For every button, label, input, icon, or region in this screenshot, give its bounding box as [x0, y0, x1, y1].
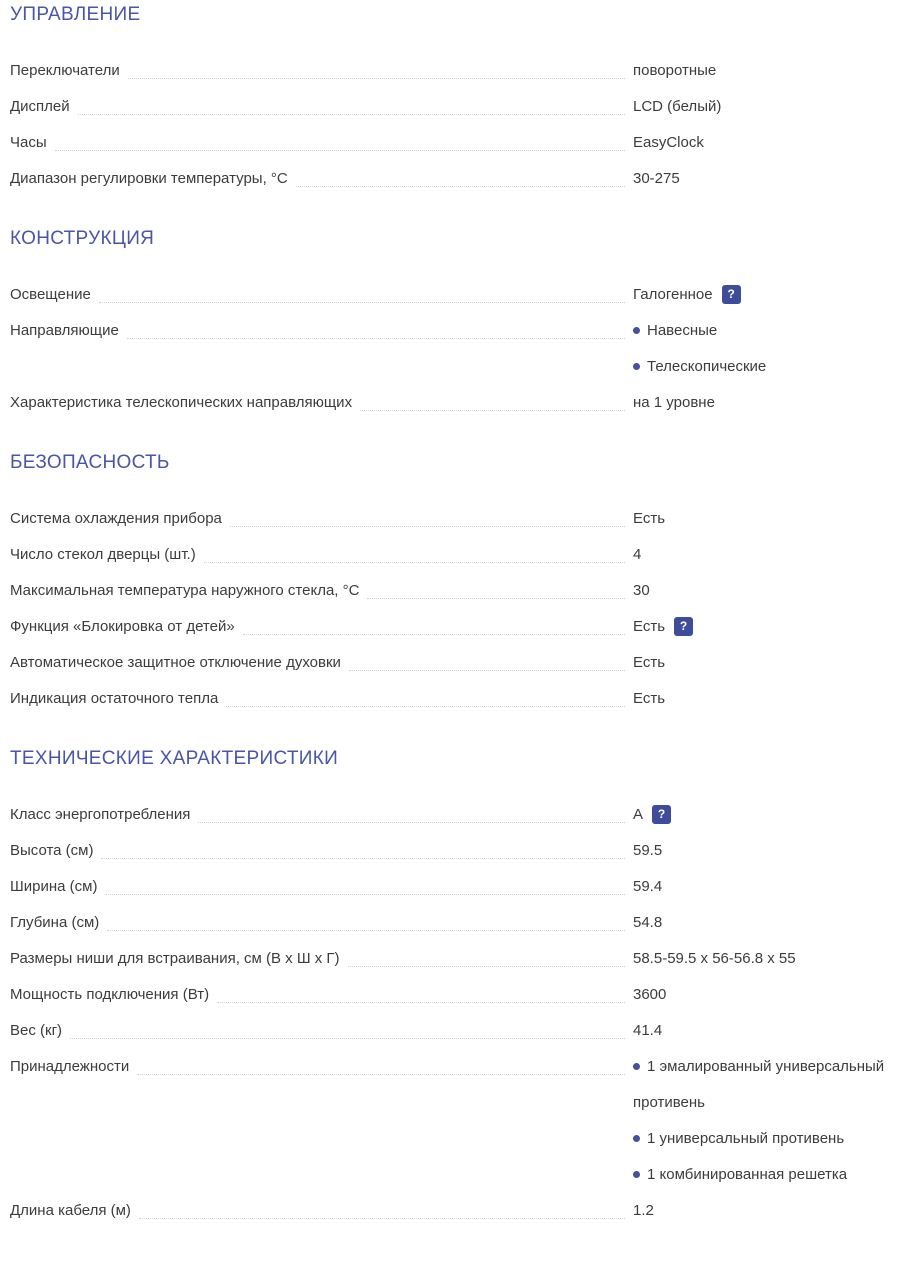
- spec-label-cell: [10, 573, 633, 609]
- spec-value: Есть: [633, 618, 666, 635]
- spec-section: [10, 4, 906, 197]
- spec-value: 59.5: [633, 842, 663, 859]
- spec-value-cell: [633, 797, 906, 833]
- spec-value-cell: [633, 385, 906, 421]
- dotted-leader: [70, 1013, 625, 1049]
- spec-label: Часы: [10, 134, 47, 151]
- spec-value-cell: [633, 161, 906, 197]
- spec-label: Индикация остаточного тепла: [10, 690, 219, 707]
- spec-value: 58.5-59.5 x 56-56.8 x 55: [633, 950, 796, 967]
- spec-value-cell: [633, 941, 906, 977]
- spec-value-cell: [633, 869, 906, 905]
- spec-label-cell: [10, 869, 633, 905]
- spec-value: 3600: [633, 986, 667, 1003]
- section-rows: [10, 53, 906, 197]
- spec-value-cell: [633, 89, 906, 125]
- spec-value: 41.4: [633, 1022, 663, 1039]
- spec-value: A: [633, 806, 644, 823]
- spec-label: Функция «Блокировка от детей»: [10, 618, 235, 635]
- bullet-text: 1 эмалированный универсальный противень: [633, 1058, 885, 1111]
- spec-section: [10, 452, 906, 717]
- spec-label: Диапазон регулировки температуры, °C: [10, 170, 288, 187]
- spec-value: Есть: [633, 510, 666, 527]
- bullet-text: Навесные: [647, 322, 718, 339]
- dotted-leader: [217, 977, 625, 1013]
- spec-label-cell: [10, 1013, 633, 1049]
- spec-value: EasyClock: [633, 134, 704, 151]
- section-rows: [10, 277, 906, 421]
- spec-label: Система охлаждения прибора: [10, 510, 222, 527]
- spec-value: 54.8: [633, 914, 663, 931]
- bullet-dot-icon: [633, 1063, 640, 1070]
- bullet-list-item: [633, 349, 900, 385]
- spec-row: [10, 1013, 906, 1049]
- spec-value-cell: [633, 537, 906, 573]
- spec-label-cell: [10, 501, 633, 537]
- spec-row: [10, 313, 906, 385]
- dotted-leader: [101, 833, 625, 869]
- bullet-list-item: [633, 1157, 900, 1193]
- spec-label: Мощность подключения (Вт): [10, 986, 210, 1003]
- spec-row: [10, 53, 906, 89]
- dotted-leader: [226, 681, 625, 717]
- dotted-leader: [78, 89, 625, 125]
- spec-label: Автоматическое защитное отключение духовки: [10, 654, 341, 671]
- spec-label-cell: [10, 609, 633, 645]
- spec-row: [10, 1193, 906, 1229]
- spec-label: Глубина (см): [10, 914, 100, 931]
- spec-value: 4: [633, 546, 642, 563]
- spec-value-cell: [633, 1013, 906, 1049]
- spec-label: Дисплей: [10, 98, 70, 115]
- spec-row: [10, 681, 906, 717]
- dotted-leader: [198, 797, 625, 833]
- spec-label-cell: [10, 385, 633, 421]
- spec-label: Длина кабеля (м): [10, 1202, 131, 1219]
- dotted-leader: [128, 53, 625, 89]
- spec-label: Ширина (см): [10, 878, 98, 895]
- spec-label-cell: [10, 797, 633, 833]
- dotted-leader: [204, 537, 625, 573]
- spec-value: Есть: [633, 690, 666, 707]
- spec-value: Галогенное: [633, 286, 713, 303]
- bullet-dot-icon: [633, 1171, 640, 1178]
- spec-value-cell: [633, 1193, 906, 1229]
- spec-value-cell: [633, 609, 906, 645]
- spec-label-cell: [10, 977, 633, 1013]
- bullet-dot-icon: [633, 363, 640, 370]
- section-rows: [10, 797, 906, 1229]
- spec-value: LCD (белый): [633, 98, 722, 115]
- spec-value: Есть: [633, 654, 666, 671]
- spec-row: [10, 573, 906, 609]
- spec-value: на 1 уровне: [633, 394, 715, 411]
- bullet-text: 1 универсальный противень: [647, 1130, 845, 1147]
- spec-row: [10, 869, 906, 905]
- spec-label-cell: [10, 53, 633, 89]
- dotted-leader: [105, 869, 625, 905]
- spec-value: 1.2: [633, 1202, 654, 1219]
- dotted-leader: [367, 573, 625, 609]
- spec-value: 30-275: [633, 170, 680, 187]
- spec-row: [10, 537, 906, 573]
- bullet-list-item: [633, 1049, 900, 1121]
- section-title: БЕЗОПАСНОСТЬ: [10, 452, 170, 473]
- spec-label-cell: [10, 277, 633, 313]
- dotted-leader: [348, 941, 625, 977]
- spec-label-cell: [10, 1193, 633, 1229]
- spec-value: 59.4: [633, 878, 663, 895]
- spec-label: Высота (см): [10, 842, 94, 859]
- spec-value-cell: [633, 501, 906, 537]
- bullet-text: 1 комбинированная решетка: [647, 1166, 848, 1183]
- spec-value-cell: [633, 833, 906, 869]
- spec-label-cell: [10, 1049, 633, 1085]
- spec-label-cell: [10, 833, 633, 869]
- spec-label: Размеры ниши для встраивания, см (В х Ш х Г): [10, 950, 340, 967]
- spec-value-cell: [633, 905, 906, 941]
- dotted-leader: [55, 125, 625, 161]
- spec-label: Принадлежности: [10, 1058, 130, 1075]
- help-tooltip-icon[interactable]: ?: [652, 805, 671, 824]
- dotted-leader: [360, 385, 625, 421]
- dotted-leader: [137, 1049, 625, 1085]
- section-title: ТЕХНИЧЕСКИЕ ХАРАКТЕРИСТИКИ: [10, 748, 339, 769]
- spec-value-cell: [633, 681, 906, 717]
- spec-value-cell: [633, 573, 906, 609]
- spec-value: поворотные: [633, 62, 717, 79]
- spec-row: [10, 797, 906, 833]
- dotted-leader: [349, 645, 625, 681]
- spec-label-cell: [10, 161, 633, 197]
- bullet-text: Телескопические: [647, 358, 767, 375]
- spec-value-cell: [633, 53, 906, 89]
- bullet-dot-icon: [633, 327, 640, 334]
- spec-row: [10, 89, 906, 125]
- spec-section: [10, 228, 906, 421]
- bullet-list-item: [633, 1121, 900, 1157]
- section-title: КОНСТРУКЦИЯ: [10, 228, 155, 249]
- spec-label: Характеристика телескопических направляющих: [10, 394, 353, 411]
- spec-value-cell: [633, 277, 906, 313]
- dotted-leader: [296, 161, 625, 197]
- spec-row: [10, 1049, 906, 1193]
- spec-row: [10, 277, 906, 313]
- dotted-leader: [107, 905, 625, 941]
- spec-row: [10, 833, 906, 869]
- spec-value-cell: [633, 645, 906, 681]
- spec-label: Число стекол дверцы (шт.): [10, 546, 196, 563]
- spec-value: 30: [633, 582, 650, 599]
- spec-label: Освещение: [10, 286, 91, 303]
- spec-label-cell: [10, 89, 633, 125]
- spec-row: [10, 161, 906, 197]
- spec-row: [10, 977, 906, 1013]
- spec-label: Класс энергопотребления: [10, 806, 191, 823]
- bullet-list-item: [633, 313, 900, 349]
- spec-row: [10, 501, 906, 537]
- dotted-leader: [243, 609, 625, 645]
- help-tooltip-icon[interactable]: ?: [674, 617, 693, 636]
- spec-label-cell: [10, 905, 633, 941]
- spec-label: Переключатели: [10, 62, 120, 79]
- spec-value-cell: [633, 125, 906, 161]
- spec-value-cell: [633, 977, 906, 1013]
- spec-label-cell: [10, 681, 633, 717]
- spec-row: [10, 905, 906, 941]
- help-tooltip-icon[interactable]: ?: [722, 285, 741, 304]
- spec-section: [10, 748, 906, 1229]
- spec-label-cell: [10, 537, 633, 573]
- spec-label: Максимальная температура наружного стекла, °C: [10, 582, 360, 599]
- spec-label-cell: [10, 125, 633, 161]
- section-rows: [10, 501, 906, 717]
- spec-label: Направляющие: [10, 322, 119, 339]
- bullet-dot-icon: [633, 1135, 640, 1142]
- spec-row: [10, 645, 906, 681]
- spec-value-cell: [633, 313, 906, 385]
- spec-label-cell: [10, 645, 633, 681]
- spec-row: [10, 609, 906, 645]
- dotted-leader: [127, 313, 625, 349]
- spec-label-cell: [10, 313, 633, 349]
- spec-row: [10, 941, 906, 977]
- dotted-leader: [230, 501, 625, 537]
- spec-label: Вес (кг): [10, 1022, 63, 1039]
- dotted-leader: [139, 1193, 625, 1229]
- spec-row: [10, 125, 906, 161]
- spec-value-cell: [633, 1049, 906, 1193]
- section-title: УПРАВЛЕНИЕ: [10, 4, 141, 25]
- spec-row: [10, 385, 906, 421]
- spec-label-cell: [10, 941, 633, 977]
- dotted-leader: [99, 277, 625, 313]
